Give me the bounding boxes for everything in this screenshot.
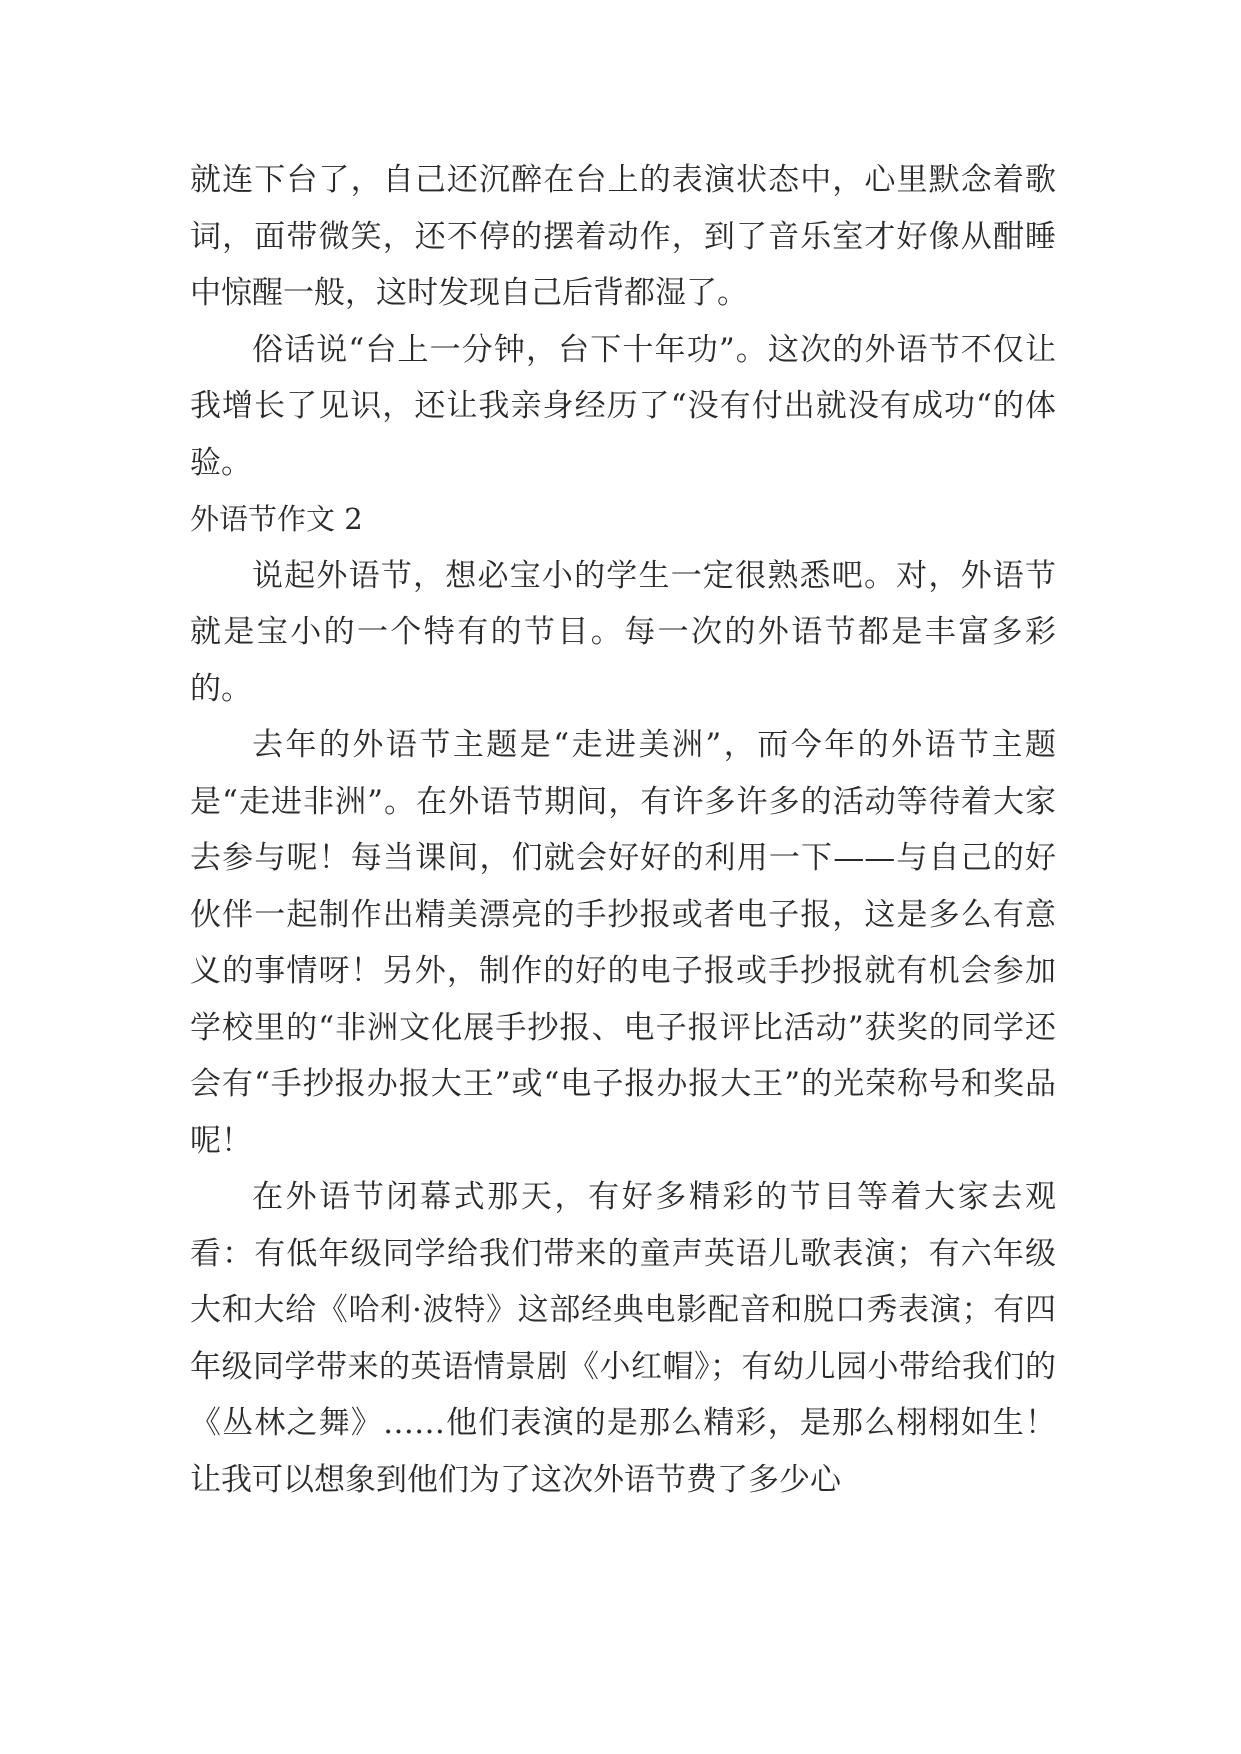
paragraph-3: 说起外语节，想必宝小的学生一定很熟悉吧。对，外语节就是宝小的一个特有的节目。每一次的外语节都是丰富多彩的。 [190,557,1056,707]
paragraph-5: 在外语节闭幕式那天，有好多精彩的节目等着大家去观看：有低年级同学给我们带来的童声英语儿歌表演；有六年级大和大给《哈利·波特》这部经典电影配音和脱口秀表演；有四年级同学带来的英语情景剧《小红帽》；有幼儿园小带给我们的《丛林之舞》……他们表演的是那么精彩，是那么栩栩如生！让我可以想象到他们为了这次外语节费了多少心 [190,1179,1056,1498]
paragraph-1: 就连下台了，自己还沉醉在台上的表演状态中，心里默念着歌词，面带微笑，还不停的摆着动作，到了音乐室才好像从酣睡中惊醒一般，这时发现自己后背都湿了。 [190,162,1056,311]
document-page [190,152,1056,1508]
paragraph-2: 俗话说“台上一分钟，台下十年功”。这次的外语节不仅让我增长了见识，还让我亲身经历了“没有付出就没有成功“的体验。 [190,331,1056,481]
paragraph-4: 去年的外语节主题是“走进美洲”，而今年的外语节主题是“走进非洲”。在外语节期间，有许多许多的活动等待着大家去参与呢！每当课间，们就会好好的利用一下——与自己的好伙伴一起制作出精美漂亮的手抄报或者电子报，这是多么有意义的事情呀！另外，制作的好的电子报或手抄报就有机会参加学校里的“非洲文化展手抄报、电子报评比活动”获奖的同学还会有“手抄报办报大王”或“电子报办报大王”的光荣称号和奖品呢！ [190,727,1056,1159]
section-heading: 外语节作文 2 [190,502,363,536]
